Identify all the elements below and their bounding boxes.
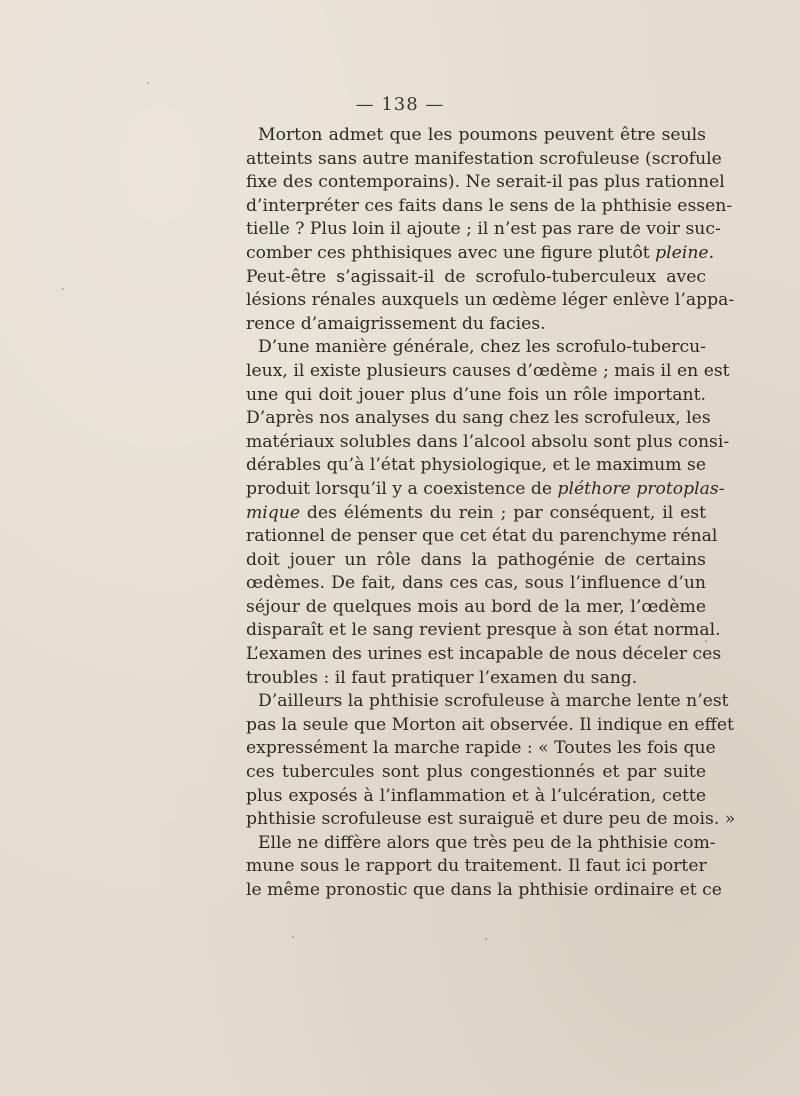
text-line: troubles : il faut pratiquer l’examen du sang. <box>246 667 638 688</box>
text-line: D’une manière générale, chez les scrofulo-tubercu- <box>258 337 706 358</box>
paragraph-2 <box>246 336 730 690</box>
paper-speck <box>292 936 294 938</box>
text-line: leux, il existe plusieurs causes d’œdème ; mais il en est <box>246 360 730 381</box>
text-line: produit lorsqu’il y a coexistence de pléthore protoplas- <box>246 478 725 499</box>
text-line: D’ailleurs la phthisie scrofuleuse à marche lente n’est <box>258 691 729 712</box>
text-line: disparaît et le sang revient presque à son état normal. <box>246 620 721 641</box>
paragraph-3 <box>246 690 736 832</box>
paper-speck <box>705 640 707 642</box>
text-line: L’examen des urines est incapable de nous déceler ces <box>246 644 722 665</box>
text-line: ces tubercules sont plus congestionnés et par suite <box>246 762 706 783</box>
text-line: tielle ? Plus loin il ajoute ; il n’est pas rare de voir suc- <box>246 219 721 240</box>
paper-speck <box>485 938 487 940</box>
text-line: œdèmes. De fait, dans ces cas, sous l’influence d’un <box>246 573 706 594</box>
text-line: doit jouer un rôle dans la pathogénie de certains <box>246 549 706 570</box>
paper-speck <box>62 288 64 290</box>
text-line: expressément la marche rapide : « Toutes les fois que <box>246 738 716 759</box>
text-line: fixe des contemporains). Ne serait-il pas plus rationnel <box>246 172 725 193</box>
paragraph-4 <box>246 832 722 903</box>
text-line: Elle ne diffère alors que très peu de la phthisie com- <box>258 832 716 853</box>
text-line: pas la seule que Morton ait observée. Il indique en effet <box>246 714 734 735</box>
text-line: atteints sans autre manifestation scrofuleuse (scrofule <box>246 148 722 169</box>
text-line: rence d’amaigrissement du facies. <box>246 313 546 334</box>
text-line: Peut-être s’agissait-il de scrofulo-tuberculeux avec <box>246 266 706 287</box>
text-line: plus exposés à l’inflammation et à l’ulcération, cette <box>246 785 706 806</box>
text-line: mique des éléments du rein ; par conséquent, il est <box>246 502 706 523</box>
text-line: rationnel de penser que cet état du parenchyme rénal <box>246 526 718 547</box>
text-line: phthisie scrofuleuse est suraiguë et dure peu de mois. » <box>246 809 736 830</box>
text-line: d’interpréter ces faits dans le sens de la phthisie essen- <box>246 195 733 216</box>
body-text <box>246 124 736 903</box>
paragraph-1 <box>246 124 735 336</box>
text-line: lésions rénales auxquels un œdème léger enlève l’appa- <box>246 290 735 311</box>
page-number: — 138 — <box>355 94 445 115</box>
text-line: une qui doit jouer plus d’une fois un rôle important. <box>246 384 706 405</box>
text-line: séjour de quelques mois au bord de la mer, l’œdème <box>246 596 706 617</box>
text-line: le même pronostic que dans la phthisie ordinaire et ce <box>246 880 722 900</box>
text-line: Morton admet que les poumons peuvent être seuls <box>258 125 706 145</box>
text-line: dérables qu’à l’état physiologique, et le maximum se <box>246 455 706 476</box>
text-line: comber ces phthisiques avec une figure plutôt pleine. <box>246 242 715 263</box>
paper-speck <box>147 82 149 84</box>
text-line: mune sous le rapport du traitement. Il faut ici porter <box>246 856 707 877</box>
text-line: D’après nos analyses du sang chez les scrofuleux, les <box>246 408 711 429</box>
text-line: matériaux solubles dans l’alcool absolu sont plus consi- <box>246 431 730 452</box>
